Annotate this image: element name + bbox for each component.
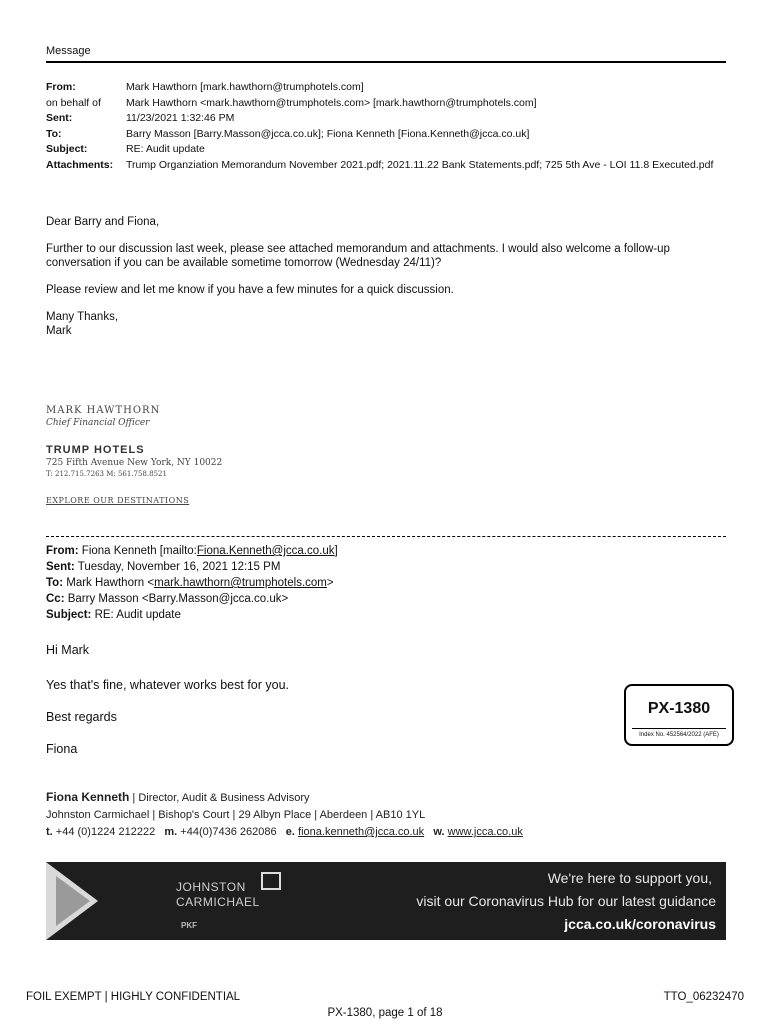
fwd-to-label: To: bbox=[46, 577, 64, 589]
banner-arrow-inner-icon bbox=[56, 876, 90, 926]
fwd-subject-label: Subject: bbox=[46, 609, 92, 621]
sig2-mobile: +44(0)7436 262086 bbox=[180, 826, 277, 838]
exhibit-stamp bbox=[624, 684, 734, 746]
fwd-sender-name: Fiona bbox=[46, 742, 78, 756]
sig2-email-link[interactable]: fiona.kenneth@jcca.co.uk bbox=[298, 826, 425, 838]
behalf-label: on behalf of bbox=[46, 96, 101, 109]
sig2-m-label: m. bbox=[164, 826, 178, 838]
signature-brand: TRUMP HOTELS bbox=[46, 444, 145, 456]
header-sent-row bbox=[46, 111, 726, 127]
behalf-value: Mark Hawthorn <mark.hawthorn@trumphotels.com> [mark.hawthorn@trumphotels.com] bbox=[126, 96, 537, 109]
banner-logo-line3: PKF bbox=[181, 921, 197, 930]
exhibit-number: PX-1380 bbox=[647, 700, 711, 717]
fwd-sent-label: Sent: bbox=[46, 561, 75, 573]
sig2-w-label: w. bbox=[433, 826, 445, 838]
message-label: Message bbox=[46, 45, 91, 57]
sig2-contact-row bbox=[46, 824, 726, 841]
sent-value: 11/23/2021 1:32:46 PM bbox=[126, 112, 235, 124]
email-header bbox=[46, 80, 726, 173]
banner-line1: We're here to support you, bbox=[547, 870, 712, 886]
fwd-from-row bbox=[46, 543, 726, 559]
fwd-to-email-link[interactable]: mark.hawthorn@trumphotels.com bbox=[154, 577, 327, 589]
sig2-website-link[interactable]: www.jcca.co.uk bbox=[447, 826, 523, 838]
fwd-from-email-link[interactable]: Fiona.Kenneth@jcca.co.uk bbox=[196, 545, 335, 557]
fwd-greeting: Hi Mark bbox=[46, 643, 90, 657]
from-value: Mark Hawthorn [mark.hawthorn@trumphotels.com] bbox=[126, 81, 364, 93]
fwd-from-label: From: bbox=[46, 545, 79, 557]
sig2-address: Johnston Carmichael | Bishop's Court | 29 Albyn Place | Aberdeen | AB10 1YL bbox=[46, 809, 426, 821]
subject-value: RE: Audit update bbox=[126, 143, 205, 155]
message-body bbox=[46, 215, 726, 351]
header-attachments-row bbox=[46, 158, 726, 174]
sig2-phone: +44 (0)1224 212222 bbox=[55, 826, 156, 838]
sig2-name-row bbox=[46, 789, 726, 807]
page-number: PX-1380, page 1 of 18 bbox=[327, 1007, 443, 1019]
from-label: From: bbox=[46, 81, 76, 93]
signature-title: Chief Financial Officer bbox=[46, 418, 150, 428]
jc-logo-icon bbox=[261, 872, 281, 890]
stamp-divider bbox=[632, 728, 726, 729]
fwd-sent-value: Tuesday, November 16, 2021 12:15 PM bbox=[77, 561, 281, 573]
header-behalf-row bbox=[46, 96, 726, 112]
confidentiality-footer: FOIL EXEMPT | HIGHLY CONFIDENTIAL bbox=[26, 991, 241, 1003]
fwd-subject-value: RE: Audit update bbox=[94, 609, 181, 621]
closing: Many Thanks, bbox=[46, 311, 119, 323]
fwd-cc-row bbox=[46, 591, 726, 607]
fwd-to-row bbox=[46, 575, 726, 591]
to-label: To: bbox=[46, 127, 62, 140]
header-divider bbox=[46, 61, 726, 63]
attachments-value: Trump Organziation Memorandum November 2021.pdf; 2021.11.22 Bank Statements.pdf; 725 5th Ave - LOI 11.8 Executed.pdf bbox=[126, 158, 714, 171]
fwd-regards: Best regards bbox=[46, 710, 117, 724]
header-subject-row bbox=[46, 142, 726, 158]
explore-destinations-link[interactable]: EXPLORE OUR DESTINATIONS bbox=[46, 496, 190, 505]
fwd-cc-value: Barry Masson <Barry.Masson@jcca.co.uk> bbox=[67, 593, 289, 605]
fwd-cc-label: Cc: bbox=[46, 593, 65, 605]
coronavirus-banner[interactable] bbox=[46, 862, 726, 940]
banner-logo-line2: CARMICHAEL bbox=[176, 895, 260, 909]
forward-divider bbox=[46, 536, 726, 537]
body-paragraph: Please review and let me know if you have a few minutes for a quick discussion. bbox=[46, 284, 454, 296]
sig2-e-label: e. bbox=[285, 826, 295, 838]
signature-phone: T: 212.715.7263 M: 561.758.8521 bbox=[46, 470, 167, 478]
fwd-from-name: Fiona Kenneth [mailto: bbox=[81, 545, 197, 557]
fwd-sent-row bbox=[46, 559, 726, 575]
bates-number: TTO_06232470 bbox=[663, 991, 744, 1003]
sig2-name: Fiona Kenneth bbox=[46, 790, 130, 804]
fwd-to-name: Mark Hawthorn < bbox=[66, 577, 155, 589]
fwd-paragraph: Yes that's fine, whatever works best for you. bbox=[46, 678, 290, 692]
exhibit-index: Index No. 452564/2022 (AFE) bbox=[639, 732, 719, 738]
forwarded-header bbox=[46, 543, 726, 623]
greeting: Dear Barry and Fiona, bbox=[46, 216, 160, 228]
banner-url-link[interactable]: jcca.co.uk/coronavirus bbox=[564, 916, 716, 932]
fwd-from-end: ] bbox=[334, 545, 338, 557]
subject-label: Subject: bbox=[46, 143, 88, 155]
fwd-to-end: > bbox=[326, 577, 334, 589]
sent-label: Sent: bbox=[46, 112, 73, 124]
sig2-t-label: t. bbox=[46, 826, 53, 838]
signature-name: MARK HAWTHORN bbox=[46, 405, 161, 416]
header-from-row bbox=[46, 80, 726, 96]
attachments-label: Attachments: bbox=[46, 158, 114, 171]
to-value: Barry Masson [Barry.Masson@jcca.co.uk]; Fiona Kenneth [Fiona.Kenneth@jcca.co.uk] bbox=[126, 127, 530, 140]
forwarded-signature bbox=[46, 789, 726, 841]
sender-name: Mark bbox=[46, 325, 72, 337]
fwd-subject-row bbox=[46, 607, 726, 623]
banner-logo-line1: JOHNSTON bbox=[176, 880, 246, 894]
header-to-row bbox=[46, 127, 726, 143]
banner-line2: visit our Coronavirus Hub for our latest guidance bbox=[416, 893, 716, 909]
body-paragraph: Further to our discussion last week, please see attached memorandum and attachments. I would also welcome a follow-up conversation if you can be available sometime tomorrow (Wednesday 24/11)? bbox=[46, 243, 670, 269]
sender-signature bbox=[46, 405, 222, 505]
signature-address: 725 Fifth Avenue New York, NY 10022 bbox=[46, 458, 223, 468]
sig2-title: | Director, Audit & Business Advisory bbox=[129, 792, 310, 804]
